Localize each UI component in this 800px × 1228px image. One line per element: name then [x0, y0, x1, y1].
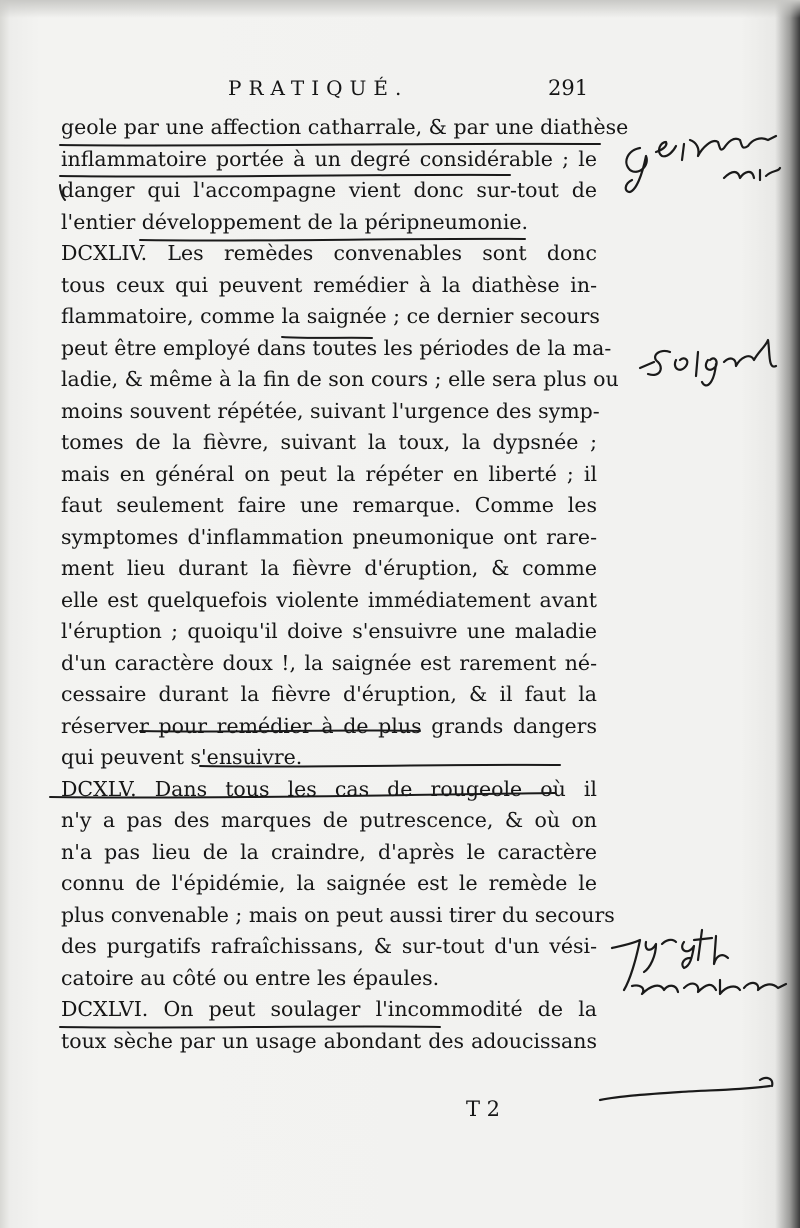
- margin-note-saignee: [640, 340, 776, 385]
- margin-note-vesicatoire: [632, 980, 786, 994]
- signature-mark: T 2: [466, 1097, 501, 1121]
- running-title: PRATIQUÉ.: [228, 76, 409, 100]
- text-line: inflammatoire portée à un degré considérable ; le: [61, 146, 597, 171]
- text-line: elle est quelquefois violente immédiatement avant: [61, 587, 597, 612]
- margin-note-purgatif: [612, 930, 728, 990]
- paragraph-start-dcxlvi: DCXLVI. On peut soulager l'incommodité de la: [61, 997, 597, 1021]
- text-line: des purgatifs rafraîchissans, & sur-tout d'un vési-: [61, 934, 597, 958]
- text-line: n'a pas lieu de la craindre, d'après le caractère: [61, 839, 597, 864]
- text-line: peut être employé dans toutes les périodes de la ma-: [61, 335, 612, 360]
- text-line: réserver pour remédier à de plus grands dangers: [61, 713, 597, 738]
- paragraph-start-dcxliv: DCXLIV. Les remèdes convenables sont donc: [61, 241, 597, 265]
- text-line: plus convenable ; mais on peut aussi tirer du secours: [61, 902, 615, 927]
- running-head: [0, 76, 800, 106]
- text-line: cessaire durant la fièvre d'éruption, & il faut la: [61, 682, 597, 706]
- text-line: connu de l'épidémie, la saignée est le remède le: [61, 871, 597, 895]
- page-number: 291: [548, 76, 589, 100]
- text-line: ladie, & même à la fin de son cours ; elle sera plus ou: [61, 367, 619, 391]
- text-line: faut seulement faire une remarque. Comme les: [61, 493, 597, 517]
- text-line: d'un caractère doux !, la saignée est rarement né-: [61, 650, 597, 675]
- text-line: l'entier développement de la péripneumonie.: [61, 209, 529, 234]
- text-line: toux sèche par un usage abondant des adoucissans: [61, 1028, 597, 1053]
- text-line: symptomes d'inflammation pneumonique ont rare-: [61, 524, 597, 549]
- text-line: geole par une affection catharrale, & par une diathèse: [61, 115, 629, 139]
- text-line: danger qui l'accompagne vient donc sur-tout de: [61, 178, 597, 202]
- text-line: ment lieu durant la fièvre d'éruption, & comme: [61, 556, 597, 580]
- text-line: tous ceux qui peuvent remédier à la diathèse in-: [61, 272, 597, 297]
- text-line: qui peuvent s'ensuivre.: [61, 745, 303, 769]
- text-line: catoire au côté ou entre les épaules.: [61, 965, 440, 990]
- margin-note-adoucissans: [600, 1078, 772, 1100]
- text-line: n'y a pas des marques de putrescence, & où on: [61, 808, 597, 832]
- paragraph-start-dcxlv: DCXLV. Dans tous les cas de rougeole où il: [61, 776, 597, 801]
- text-line: tomes de la fièvre, suivant la toux, la dypsnée ;: [61, 430, 597, 454]
- body-text: [61, 112, 629, 1057]
- text-line: moins souvent répétée, suivant l'urgence des symp-: [61, 398, 600, 423]
- text-line: flammatoire, comme la saignée ; ce dernier secours: [61, 304, 600, 328]
- text-line: mais en général on peut la répéter en liberté ; il: [61, 461, 597, 486]
- text-line: l'éruption ; quoiqu'il doive s'ensuivre une maladie: [61, 619, 597, 643]
- margin-note-peripneumonie: [626, 136, 780, 192]
